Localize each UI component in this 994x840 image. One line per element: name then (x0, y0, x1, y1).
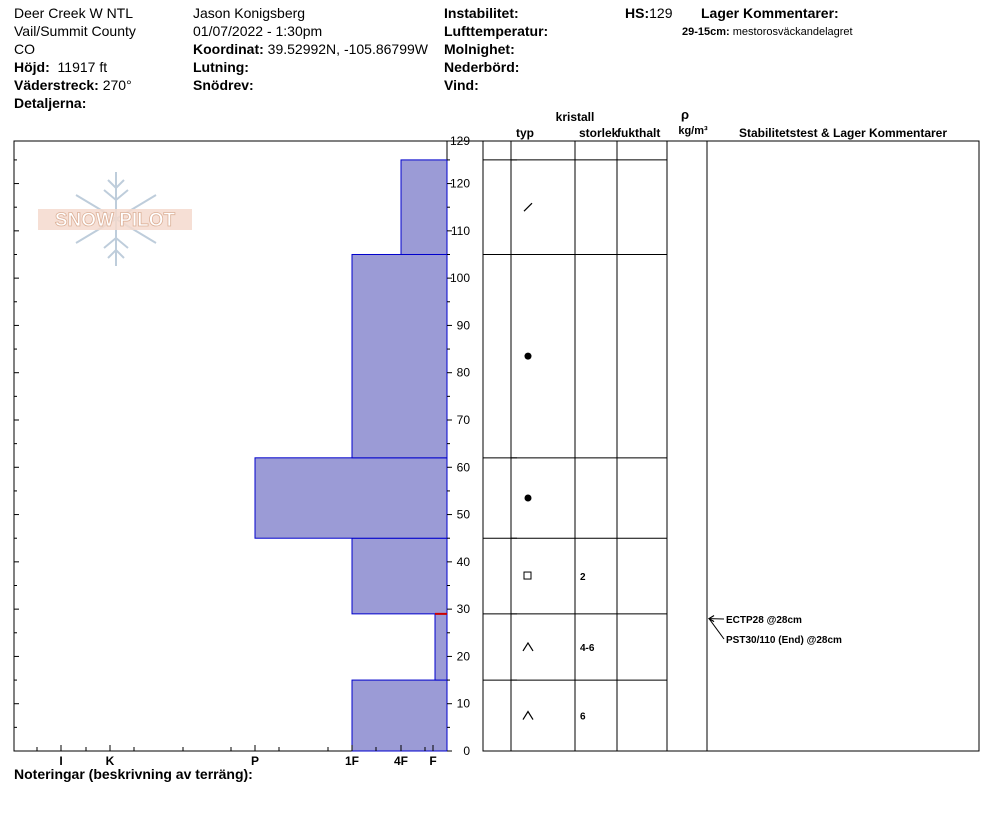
location-state: CO (14, 41, 35, 57)
crystal-symbol-depth-hoar-icon (523, 643, 533, 651)
instability-label: Instabilitet: (444, 5, 519, 21)
depth-tick-label-50: 50 (456, 507, 470, 522)
slope-label: Lutning: (193, 59, 249, 75)
hardness-tick-label-I: I (59, 754, 63, 768)
location-region: Vail/Summit County (14, 23, 136, 39)
crystal-symbol-decomposing-icon (524, 203, 532, 211)
crystal-size-2: 2 (580, 572, 586, 584)
depth-tick-label-70: 70 (456, 412, 470, 427)
hardness-tick-label-F: F (429, 754, 437, 768)
hardness-bar-1 (435, 614, 447, 680)
hardness-bar-0 (352, 680, 447, 751)
hardness-bar-2 (352, 538, 447, 614)
layer-comment-range: 29-15cm: (682, 26, 730, 38)
crystal-table-frame (483, 141, 979, 751)
hardness-bar-5 (401, 160, 447, 255)
observer-name: Jason Konigsberg (193, 5, 306, 21)
hs-label: HS: (625, 5, 650, 21)
col-header-crystal: kristall (555, 110, 595, 124)
hardness-tick-label-4F: 4F (393, 754, 409, 768)
depth-tick-label-0: 0 (463, 744, 470, 758)
layer-comments-title: Lager Kommentarer: (701, 5, 839, 21)
depth-tick-label-100: 100 (449, 271, 470, 286)
stability-leader-1 (709, 619, 724, 639)
hardness-bar-4 (352, 254, 447, 457)
stability-test-1: PST30/110 (End) @28cm (726, 635, 842, 646)
decomposing-icon (524, 203, 532, 211)
hardness-tick-label-1F: 1F (344, 754, 360, 768)
col-header-density: kg/m³ (678, 125, 708, 137)
hardness-tick-label-K: K (105, 754, 115, 768)
wind-loading-label: Snödrev: (193, 77, 254, 93)
coord-value: 39.52992N, -105.86799W (267, 41, 428, 57)
depth-tick-label-129: 129 (449, 134, 470, 148)
crystal-symbol-depth-hoar-icon (523, 712, 533, 720)
hardness-bar-3 (255, 458, 447, 538)
crystal-symbol-rounded-icon (525, 353, 532, 360)
hs-value: 129 (649, 5, 673, 21)
wind-label: Vind: (444, 77, 479, 93)
snowpilot-logo (38, 172, 192, 266)
crystal-symbol-rounded-icon (525, 495, 532, 502)
col-header-type: typ (516, 126, 534, 140)
sky-label: Molnighet: (444, 41, 515, 57)
depth-tick-label-20: 20 (456, 649, 470, 664)
depth-tick-label-110: 110 (450, 223, 470, 238)
stability-tests (709, 615, 842, 646)
col-header-stability: Stabilitetstest & Lager Kommentarer (738, 126, 948, 140)
depth-tick-label-90: 90 (456, 318, 470, 333)
details-label: Detaljerna: (14, 95, 87, 111)
depth-tick-label-30: 30 (456, 602, 470, 617)
col-header-moisture: fukthalt (617, 126, 661, 140)
crystal-size-0: 6 (580, 711, 586, 723)
depth-tick-label-10: 10 (456, 696, 470, 711)
hardness-bars (255, 160, 447, 751)
depth-tick-label-60: 60 (456, 460, 470, 475)
faceted-icon (524, 572, 531, 579)
rounded-grain-icon (525, 353, 532, 360)
logo-text: SNOW PILOT (54, 210, 176, 231)
aspect-label: Väderstreck: (14, 77, 99, 93)
crystal-symbol-faceted-icon (524, 572, 531, 579)
precip-label: Nederbörd: (444, 59, 520, 75)
observation-datetime: 01/07/2022 - 1:30pm (193, 23, 323, 39)
col-header-rho: ρ (680, 107, 690, 122)
location-name: Deer Creek W NTL (14, 5, 134, 21)
elevation-label: Höjd: (14, 59, 50, 75)
notes-label: Noteringar (beskrivning av terräng): (14, 766, 253, 782)
air-temp-label: Lufttemperatur: (444, 23, 549, 39)
depth-tick-label-40: 40 (456, 554, 470, 569)
depth-tick-label-80: 80 (456, 365, 470, 380)
layer-comment-text: mestorosväckandelagret (732, 26, 853, 38)
stability-test-0: ECTP28 @28cm (726, 615, 802, 626)
hardness-tick-label-P: P (250, 754, 260, 768)
depth-hoar-icon (523, 643, 533, 651)
depth-hoar-icon (523, 712, 533, 720)
aspect-value: 270° (102, 77, 132, 93)
col-header-size: storlek (579, 126, 619, 140)
elevation-value: 11917 ft (57, 59, 108, 75)
coord-label: Koordinat: (193, 41, 264, 57)
crystal-size-1: 4-6 (580, 642, 595, 654)
depth-tick-label-120: 120 (449, 176, 470, 191)
rounded-grain-icon (525, 495, 532, 502)
